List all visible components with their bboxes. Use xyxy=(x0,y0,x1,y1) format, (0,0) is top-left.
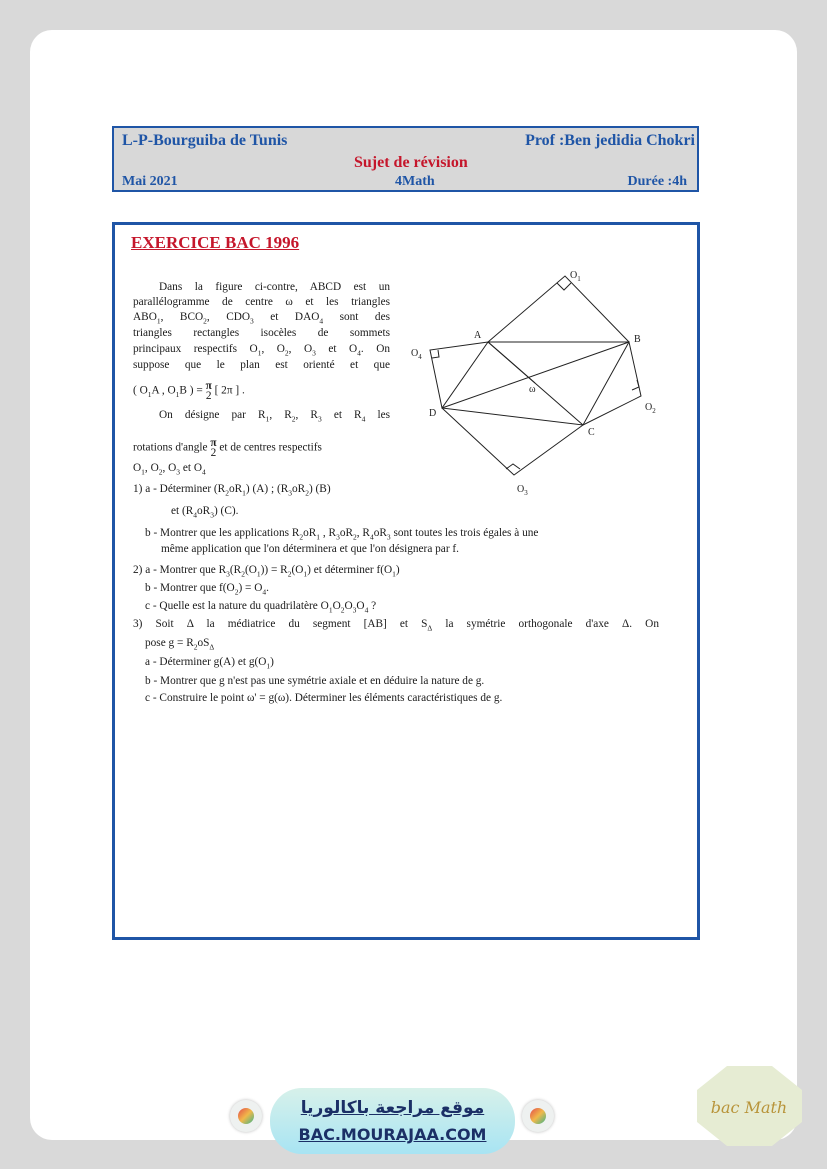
label-A: A xyxy=(474,330,482,341)
question-1a-cont: et $(R_4oR_3)$ (C). xyxy=(171,505,239,520)
statement-line: $O_1$, $O_2$, $O_3$ et $O_4$ xyxy=(133,462,206,477)
label-B: B xyxy=(634,334,641,345)
question-2b: b - Montrer que $f(O_2) = O_4$. xyxy=(145,582,269,597)
question-2a: 2) a - Montrer que $R_3(R_2(O_1)) = R_2(O_1)$ et déterminer $f(O_1)$ xyxy=(133,564,400,579)
question-3-cont: pose $g = R_2oS_\Delta$ xyxy=(145,637,215,652)
statement-line: Dans la figure ci-contre, ABCD est un xyxy=(159,281,390,293)
footer-arabic-title[interactable]: موقع مراجعة باكالوريا xyxy=(300,1098,485,1118)
label-D: D xyxy=(429,408,437,419)
label-O4: $O_4$ xyxy=(411,348,422,361)
document-header xyxy=(112,126,699,192)
statement-line: principaux respectifs $O_1$, $O_2$, $O_3$ et $O_4$. On xyxy=(133,343,391,358)
question-3b: b - Montrer que g n'est pas une symétrie axiale et en déduire la nature de g. xyxy=(145,675,485,687)
question-2c: c - Quelle est la nature du quadrilatère $O_1O_2O_3O_4$ ? xyxy=(145,600,377,615)
statement-line: rotations d'angle π 2 et de centres respectifs xyxy=(133,437,322,459)
question-3c: c - Construire le point ω' = g(ω). Déterminer les éléments caractéristiques de g. xyxy=(145,692,503,704)
label-C: C xyxy=(588,427,595,438)
label-O1: $O_1$ xyxy=(570,270,581,283)
question-1b: b - Montrer que les applications $R_2oR_1$ , $R_3oR_2$, $R_4oR_3$ sont toutes les trois égales à une xyxy=(145,527,539,542)
question-3a: a - Déterminer g(A) et $g(O_1)$ xyxy=(145,656,274,671)
statement-line: ( $O_1A$ , $O_1B$ ) = π 2 [ 2π ] . xyxy=(133,380,245,402)
left-site-logo xyxy=(230,1100,262,1132)
exam-duration: Durée :4h xyxy=(627,174,687,189)
exercise-box xyxy=(112,222,700,940)
teacher-name: Prof :Ben jedidia Chokri xyxy=(525,132,695,149)
footer-banner[interactable] xyxy=(270,1088,515,1154)
svg-text:bac Math: bac Math xyxy=(710,1098,788,1117)
statement-line: suppose que le plan est orienté et que xyxy=(133,359,390,371)
geometry-figure xyxy=(405,270,675,500)
class-level: 4Math xyxy=(395,174,435,189)
exercise-title: EXERCICE BAC 1996 xyxy=(131,233,300,252)
school-name: L-P-Bourguiba de Tunis xyxy=(122,132,288,149)
bac-math-logo xyxy=(697,1066,802,1146)
question-1a: 1) a - Déterminer $(R_2oR_1)$ (A) ; $(R_3oR_2)$ (B) xyxy=(133,483,331,498)
label-omega: ω xyxy=(529,384,536,395)
footer-site-link[interactable]: BAC.MOURAJAA.COM xyxy=(298,1125,487,1144)
exam-date: Mai 2021 xyxy=(122,174,178,189)
label-O2: $O_2$ xyxy=(645,402,656,415)
question-3: 3) Soit Δ la médiatrice du segment [AB] et $S_\Delta$ la symétrie orthogonale d'axe Δ. On xyxy=(133,618,659,633)
subject-title: Sujet de révision xyxy=(354,154,468,171)
statement-line: $ABO_1$, $BCO_2$, $CDO_3$ et $DAO_4$ sont des xyxy=(133,311,390,326)
statement-line: triangles rectangles isocèles de sommets xyxy=(133,327,390,339)
right-site-logo xyxy=(522,1100,554,1132)
question-1b-cont: même application que l'on déterminera et que l'on désignera par f. xyxy=(161,543,459,555)
statement-line: parallélogramme de centre ω et les triangles xyxy=(133,296,390,308)
label-O3: $O_3$ xyxy=(517,484,528,497)
statement-line: On désigne par $R_1$, $R_2$, $R_3$ et $R_4$ les xyxy=(159,409,391,424)
